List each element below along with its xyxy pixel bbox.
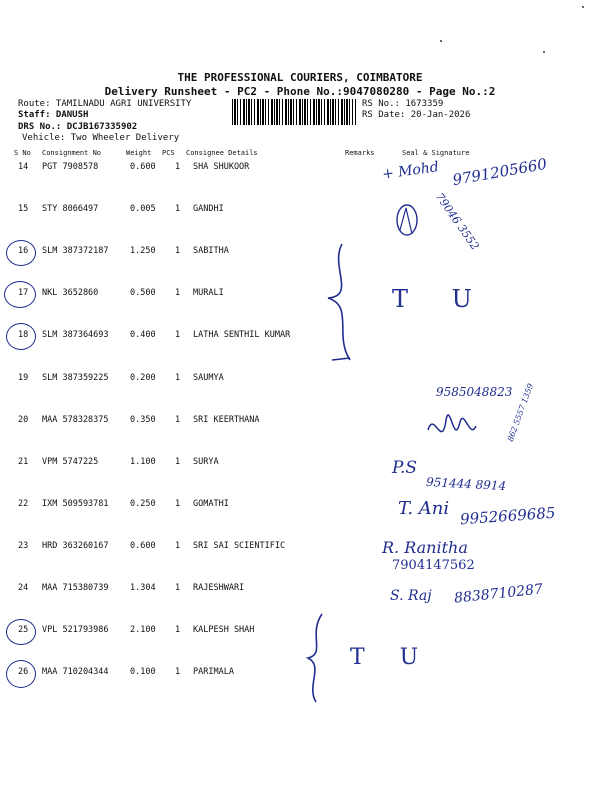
row-consignment: SLM 387364693: [42, 330, 109, 340]
row-weight: 1.250: [130, 246, 156, 256]
col-consignee: Consignee Details: [186, 149, 258, 157]
handwritten-signature: P.S: [392, 458, 418, 478]
row-weight: 0.500: [130, 288, 156, 298]
signature-loop-mark: [392, 200, 422, 240]
row-weight: 1.100: [130, 457, 156, 467]
row-pcs: 1: [175, 583, 181, 593]
row-consignment: VPM 5747225: [42, 457, 99, 467]
row-consignee: SRI KEERTHANA: [193, 415, 260, 425]
row-sno: 19: [18, 373, 29, 383]
handwritten-phone: 951444 8914: [425, 474, 507, 494]
handwritten-phone: 79046 3552: [432, 190, 482, 253]
row-sno: 18: [18, 330, 29, 340]
vehicle-label: Vehicle: Two Wheeler Delivery: [22, 133, 180, 143]
row-weight: 0.250: [130, 499, 156, 509]
sno-circle-mark: [4, 281, 36, 308]
row-consignee: SURYA: [193, 457, 219, 467]
row-pcs: 1: [175, 457, 181, 467]
row-sno: 23: [18, 541, 29, 551]
row-consignment: MAA 715380739: [42, 583, 109, 593]
table-row: [0, 204, 600, 216]
row-consignee: MURALI: [193, 288, 224, 298]
row-consignee: SRI SAI SCIENTIFIC: [193, 541, 286, 551]
row-consignment: STY 8066497: [42, 204, 99, 214]
row-consignment: NKL 3652860: [42, 288, 99, 298]
row-weight: 0.400: [130, 330, 156, 340]
handwritten-phone: 8838710287: [453, 581, 544, 607]
row-consignment: SLM 387372187: [42, 246, 109, 256]
row-weight: 2.100: [130, 625, 156, 635]
table-row: [0, 457, 600, 469]
scan-dot: [440, 40, 442, 42]
row-weight: 1.304: [130, 583, 156, 593]
sno-circle-mark: [6, 323, 36, 350]
row-pcs: 1: [175, 667, 181, 677]
barcode: [232, 99, 356, 125]
row-weight: 0.600: [130, 541, 156, 551]
handwritten-tu: T U: [350, 645, 433, 670]
row-sno: 26: [18, 667, 29, 677]
col-remarks: Remarks: [345, 149, 375, 157]
col-weight: Weight: [126, 149, 152, 157]
table-row: [0, 288, 600, 300]
row-sno: 25: [18, 625, 29, 635]
handwritten-signature: S. Raj: [390, 588, 432, 604]
handwritten-tu: T U: [392, 285, 490, 313]
runsheet-title: Delivery Runsheet - PC2 - Phone No.:9047080280 - Page No.:2: [104, 85, 496, 98]
sno-circle-mark: [6, 619, 36, 645]
table-row: [0, 246, 600, 258]
handwritten-phone: 9791205660: [451, 154, 549, 190]
col-consignment: Consignment No: [42, 149, 102, 157]
row-sno: 20: [18, 415, 29, 425]
handwritten-signature: T. Ani: [398, 498, 450, 519]
brace-mark-top: [320, 236, 370, 366]
row-weight: 0.005: [130, 204, 156, 214]
row-consignee: GOMATHI: [193, 499, 229, 509]
handwritten-phone: 9585048823: [436, 385, 513, 399]
route-label: Route: TAMILNADU AGRI UNIVERSITY: [18, 99, 192, 109]
row-pcs: 1: [175, 162, 181, 172]
row-pcs: 1: [175, 330, 181, 340]
rs-number: RS No.: 1673359: [362, 99, 444, 109]
row-consignee: GANDHI: [193, 204, 224, 214]
row-weight: 0.200: [130, 373, 156, 383]
row-pcs: 1: [175, 625, 181, 635]
row-sno: 24: [18, 583, 29, 593]
sno-circle-mark: [6, 240, 36, 266]
sno-circle-mark: [6, 660, 36, 688]
table-row: [0, 330, 600, 342]
row-pcs: 1: [175, 288, 181, 298]
row-weight: 0.100: [130, 667, 156, 677]
row-consignee: PARIMALA: [193, 667, 234, 677]
table-row: [0, 541, 600, 553]
company-title: THE PROFESSIONAL COURIERS, COIMBATORE: [177, 71, 423, 84]
brace-mark-bottom: [296, 610, 336, 705]
row-pcs: 1: [175, 541, 181, 551]
row-pcs: 1: [175, 373, 181, 383]
scan-dot: [582, 6, 584, 8]
row-consignment: MAA 710204344: [42, 667, 109, 677]
row-consignment: VPL 521793986: [42, 625, 109, 635]
handwritten-phone: 9952669685: [459, 503, 556, 529]
signature-scribble-mark: [424, 400, 484, 458]
col-pcs: PCS: [162, 149, 175, 157]
handwritten-phone: 7904147562: [392, 558, 475, 573]
row-sno: 22: [18, 499, 29, 509]
row-sno: 21: [18, 457, 29, 467]
row-pcs: 1: [175, 246, 181, 256]
row-weight: 0.600: [130, 162, 156, 172]
handwritten-signature: R. Ranitha: [382, 538, 468, 557]
handwritten-signature: + Mohd: [381, 159, 440, 183]
col-seal: Seal & Signature: [402, 149, 470, 157]
row-consignment: HRD 363260167: [42, 541, 109, 551]
row-consignee: RAJESHWARI: [193, 583, 245, 593]
row-consignment: SLM 387359225: [42, 373, 109, 383]
staff-label: Staff: DANUSH: [18, 110, 89, 120]
row-consignee: KALPESH SHAH: [193, 625, 255, 635]
row-consignment: PGT 7908578: [42, 162, 99, 172]
row-pcs: 1: [175, 204, 181, 214]
row-pcs: 1: [175, 415, 181, 425]
handwritten-number: 862 5557 1359: [505, 382, 536, 443]
drs-label: DRS No.: DCJB167335902: [18, 122, 138, 132]
row-weight: 0.350: [130, 415, 156, 425]
row-consignee: LATHA SENTHIL KUMAR: [193, 330, 291, 340]
row-consignee: SAUMYA: [193, 373, 224, 383]
rs-date: RS Date: 20-Jan-2026: [362, 110, 471, 120]
row-sno: 15: [18, 204, 29, 214]
scan-dot: [543, 51, 545, 53]
col-sno: S No: [14, 149, 31, 157]
row-consignment: MAA 578328375: [42, 415, 109, 425]
table-row: [0, 373, 600, 385]
row-consignment: IXM 509593781: [42, 499, 109, 509]
row-sno: 17: [18, 288, 29, 298]
row-sno: 14: [18, 162, 29, 172]
row-pcs: 1: [175, 499, 181, 509]
row-sno: 16: [18, 246, 29, 256]
row-consignee: SHA SHUKOOR: [193, 162, 250, 172]
row-consignee: SABITHA: [193, 246, 229, 256]
